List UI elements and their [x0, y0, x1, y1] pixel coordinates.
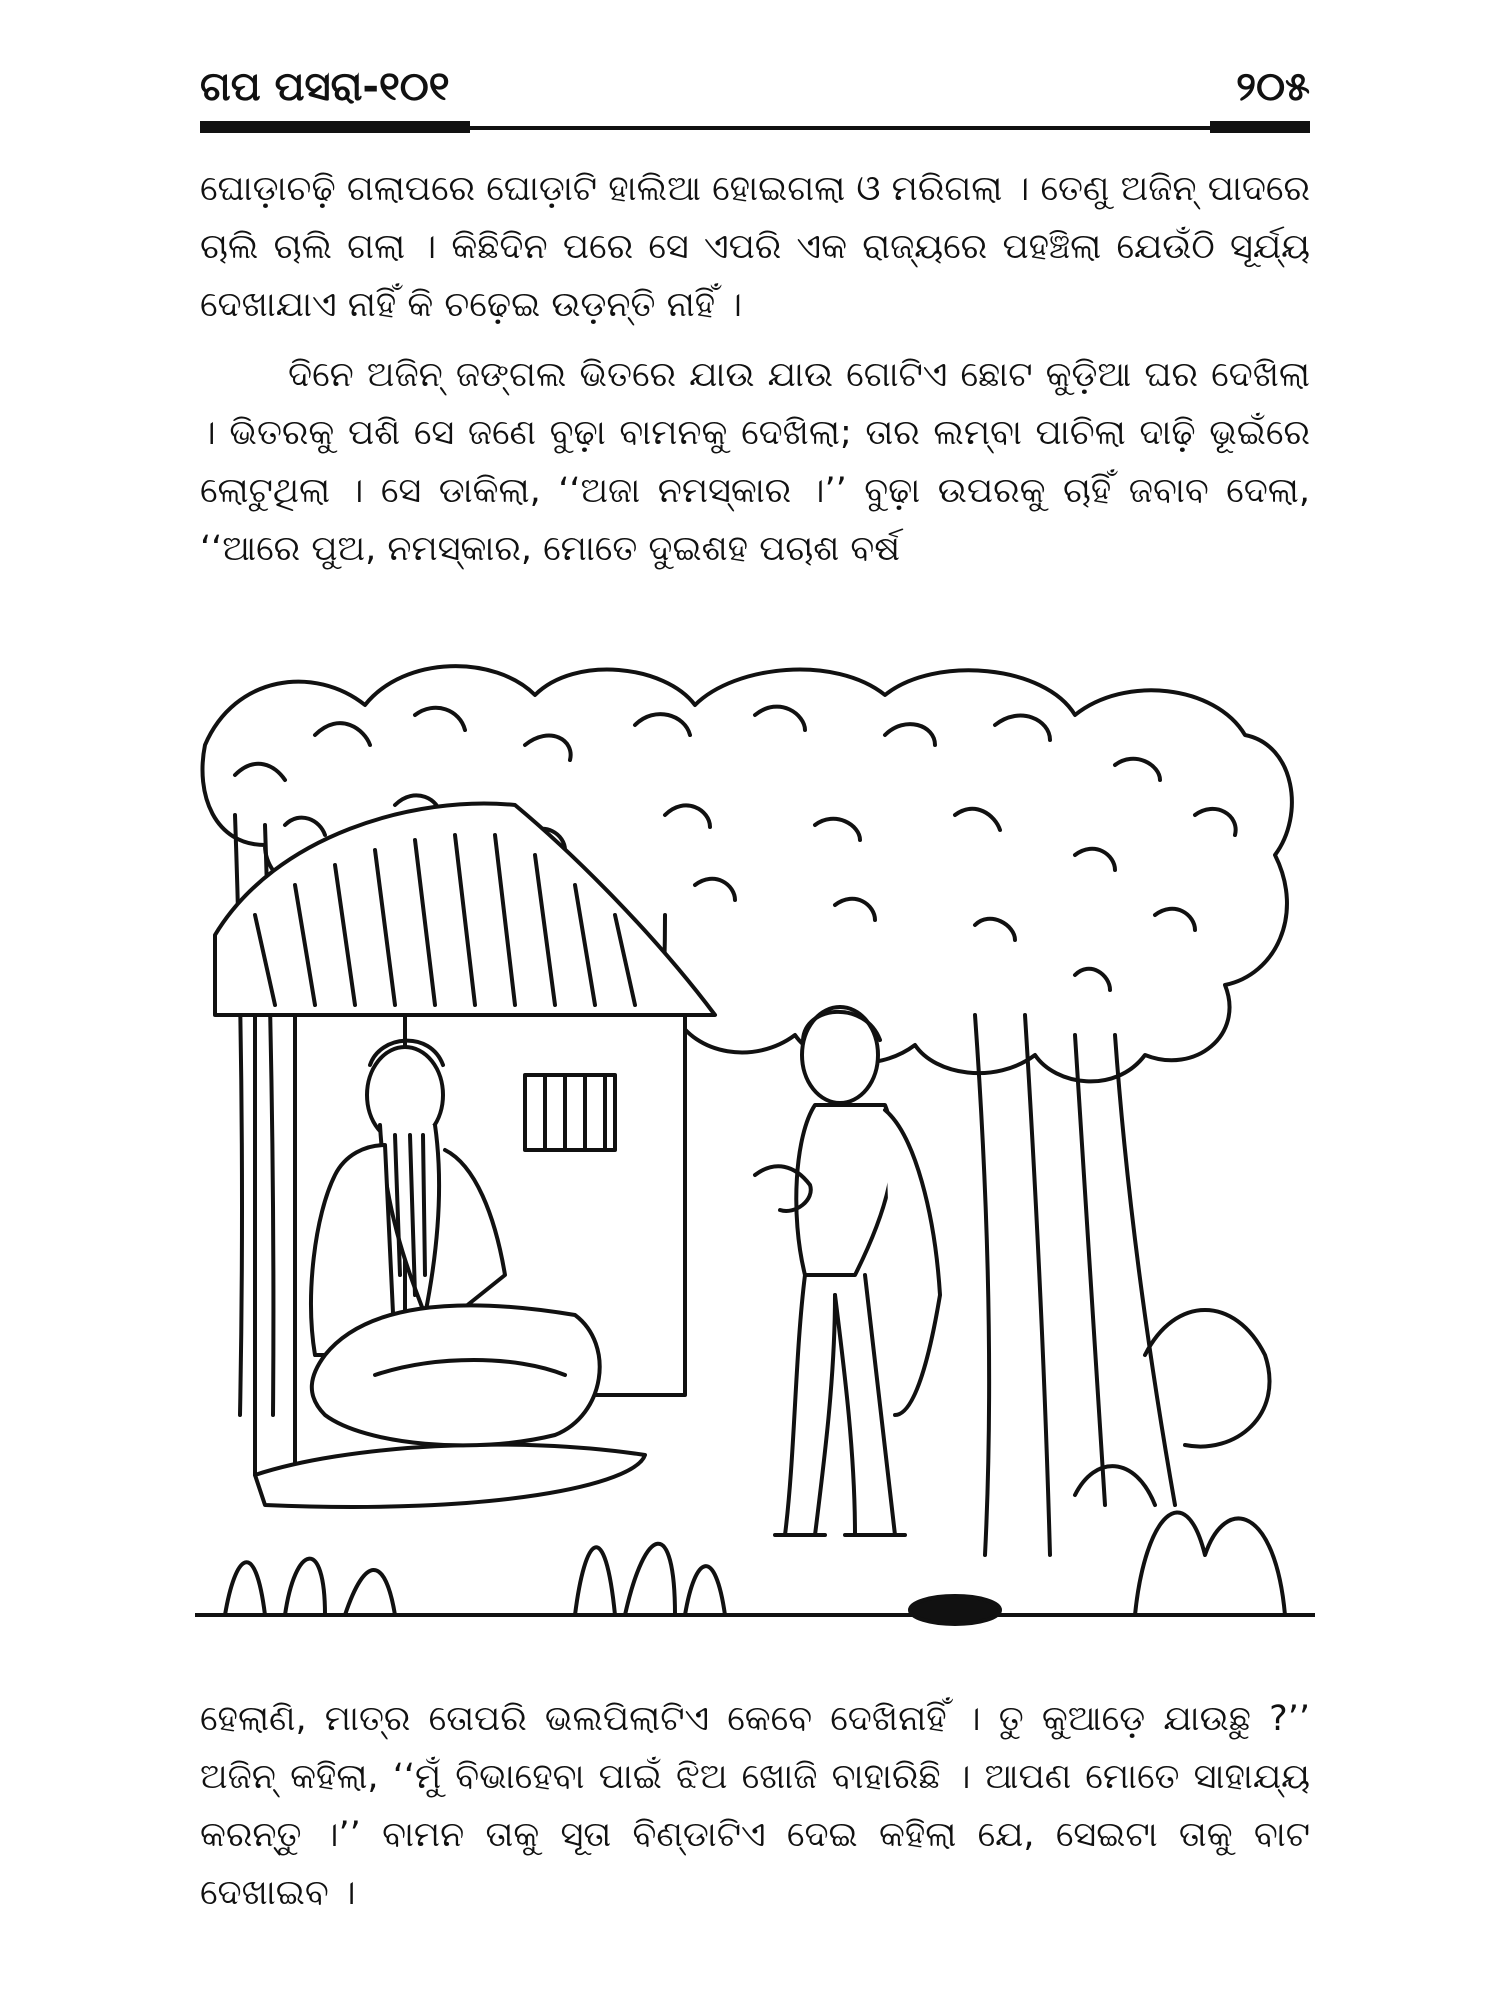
page-number: ୨୦୫ [1236, 64, 1310, 110]
paragraph-2: ଦିନେ ଅଜିନ୍ ଜଙ୍ଗଲ ଭିତରେ ଯାଉ ଯାଉ ଗୋଟିଏ ଛୋଟ କୁଡ଼ିଆ ଘର ଦେଖିଲା । ଭିତରକୁ ପଶି ସେ ଜଣେ ବୁଢ଼ା ବାମନକୁ ଦେଖିଲା; ତାର ଲମ୍ବା ପାଚିଲା ଦାଢ଼ି ଭୂଇଁରେ ଲୋଟୁଥିଲା । ସେ ଡାକିଲା, ‘‘ଅଜା ନମସ୍କାର ।’’ ବୁଢ଼ା ଉପରକୁ ଚାହିଁ ଜବାବ ଦେଲା, ‘‘ଆରେ ପୁଅ, ନମସ୍କାର, ମୋତେ ଦୁଇଶହ ପଚାଶ ବର୍ଷ [200, 355, 1310, 569]
ground-rock [910, 1596, 1000, 1624]
text-block-bottom [200, 1690, 1310, 1922]
young-man-figure [755, 1007, 940, 1535]
paragraph-1: ଘୋଡ଼ାଚଢ଼ି ଗଲାପରେ ଘୋଡ଼ାଟି ହାଲିଆ ହୋଇଗଲା ଓ ମରିଗଲା । ତେଣୁ ଅଜିନ୍ ପାଦରେ ଚାଲି ଚାଲି ଗଲା । କିଛିଦିନ ପରେ ସେ ଏପରି ଏକ ରାଜ୍ୟରେ ପହଞ୍ଚିଲା ଯେଉଁଠି ସୂର୍ଯ୍ୟ ଦେଖାଯାଏ ନାହିଁ କି ଚଢ଼େଇ ଉଡ଼ନ୍ତି ନାହିଁ । [200, 169, 1310, 325]
header-rule-thick-left [200, 121, 470, 133]
paragraph-3: ହେଲାଣି, ମାତ୍ର ତୋପରି ଭଲପିଲାଟିଏ କେବେ ଦେଖିନାହିଁ । ତୁ କୁଆଡ଼େ ଯାଉଛୁ ?’’ ଅଜିନ୍ କହିଲା, ‘‘ମୁଁ ବିଭାହେବା ପାଇଁ ଝିଅ ଖୋଜି ବାହାରିଛି । ଆପଣ ମୋତେ ସାହାଯ୍ୟ କରନ୍ତୁ ।’’ ବାମନ ତାକୁ ସୂତା ବିଣ୍ଡାଟିଏ ଦେଇ କହିଲା ଯେ, ସେଇଟା ତାକୁ ବାଟ ଦେଖାଇବ । [200, 1699, 1310, 1913]
running-title: ଗପ ପସରା-୧୦୧ [200, 64, 450, 110]
text-block-top [200, 160, 1310, 578]
header-rule-thick-right [1210, 121, 1310, 133]
story-illustration [195, 655, 1315, 1635]
page-header [200, 60, 1310, 140]
